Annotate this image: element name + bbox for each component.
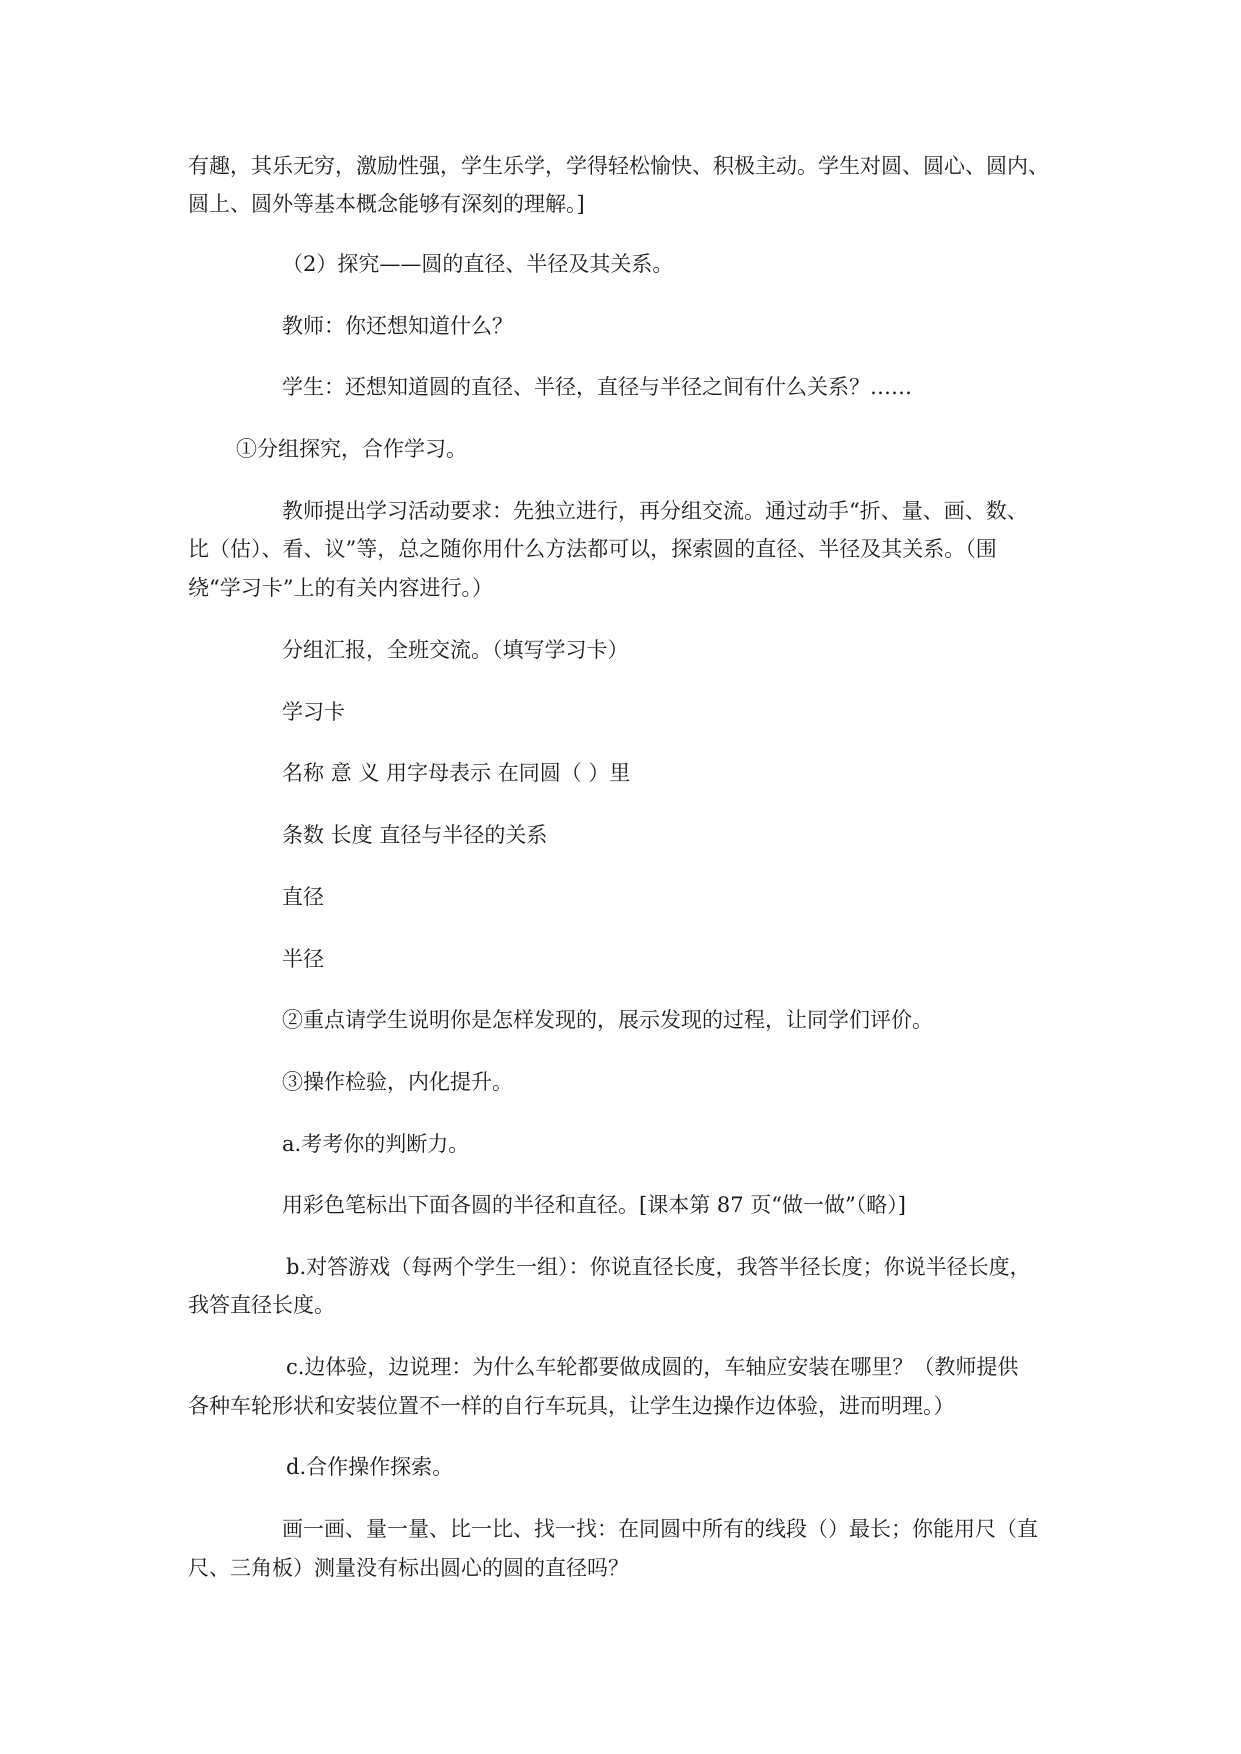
paragraph-line: 有趣，其乐无穷，激励性强，学生乐学，学得轻松愉快、积极主动。学生对圆、圆心、圆内、 bbox=[188, 154, 1049, 178]
card-row: 条数 长度 直径与半径的关系 bbox=[282, 823, 548, 847]
sub-item: c.边体验，边说理：为什么车轮都要做成圆的，车轴应安装在哪里？（教师提供 bbox=[286, 1355, 1019, 1379]
paragraph-line: 分组汇报，全班交流。（填写学习卡） bbox=[282, 638, 629, 662]
paragraph-line: 比（估）、看、议”等，总之随你用什么方法都可以，探索圆的直径、半径及其关系。（围 bbox=[188, 537, 997, 561]
card-row: 直径 bbox=[282, 885, 324, 909]
paragraph-line: 绕“学习卡”上的有关内容进行。） bbox=[188, 576, 493, 600]
step-heading: ①分组探究，合作学习。 bbox=[236, 437, 467, 461]
section-heading: （2）探究——圆的直径、半径及其关系。 bbox=[282, 252, 674, 276]
sub-item: d.合作操作探索。 bbox=[286, 1455, 454, 1479]
sub-item: b.对答游戏（每两个学生一组）：你说直径长度，我答半径长度；你说半径长度， bbox=[286, 1255, 1031, 1279]
sub-item: a.考考你的判断力。 bbox=[282, 1132, 470, 1156]
paragraph-line: 各种车轮形状和安装位置不一样的自行车玩具，让学生边操作边体验，进而明理。） bbox=[188, 1394, 955, 1418]
paragraph-line: 教师：你还想知道什么？ bbox=[282, 314, 513, 338]
card-row: 半径 bbox=[282, 947, 324, 971]
paragraph-line: 尺、三角板）测量没有标出圆心的圆的直径吗？ bbox=[188, 1556, 629, 1580]
paragraph-line: 画一画、量一量、比一比、找一找：在同圆中所有的线段（）最长；你能用尺（直 bbox=[282, 1517, 1038, 1541]
step-heading: ②重点请学生说明你是怎样发现的，展示发现的过程，让同学们评价。 bbox=[282, 1008, 933, 1032]
paragraph-line: 我答直径长度。 bbox=[188, 1293, 335, 1317]
paragraph-line: 教师提出学习活动要求：先独立进行，再分组交流。通过动手“折、量、画、数、 bbox=[282, 499, 1028, 523]
paragraph-line: 圆上、圆外等基本概念能够有深刻的理解。] bbox=[188, 192, 585, 216]
card-title: 学习卡 bbox=[282, 700, 345, 724]
paragraph-line: 学生：还想知道圆的直径、半径，直径与半径之间有什么关系？…… bbox=[282, 375, 912, 399]
paragraph-line: 用彩色笔标出下面各圆的半径和直径。[课本第 87 页“做一做”（略）] bbox=[282, 1193, 906, 1217]
card-row: 名称 意 义 用字母表示 在同圆（ ）里 bbox=[282, 761, 631, 785]
step-heading: ③操作检验，内化提升。 bbox=[282, 1070, 513, 1094]
